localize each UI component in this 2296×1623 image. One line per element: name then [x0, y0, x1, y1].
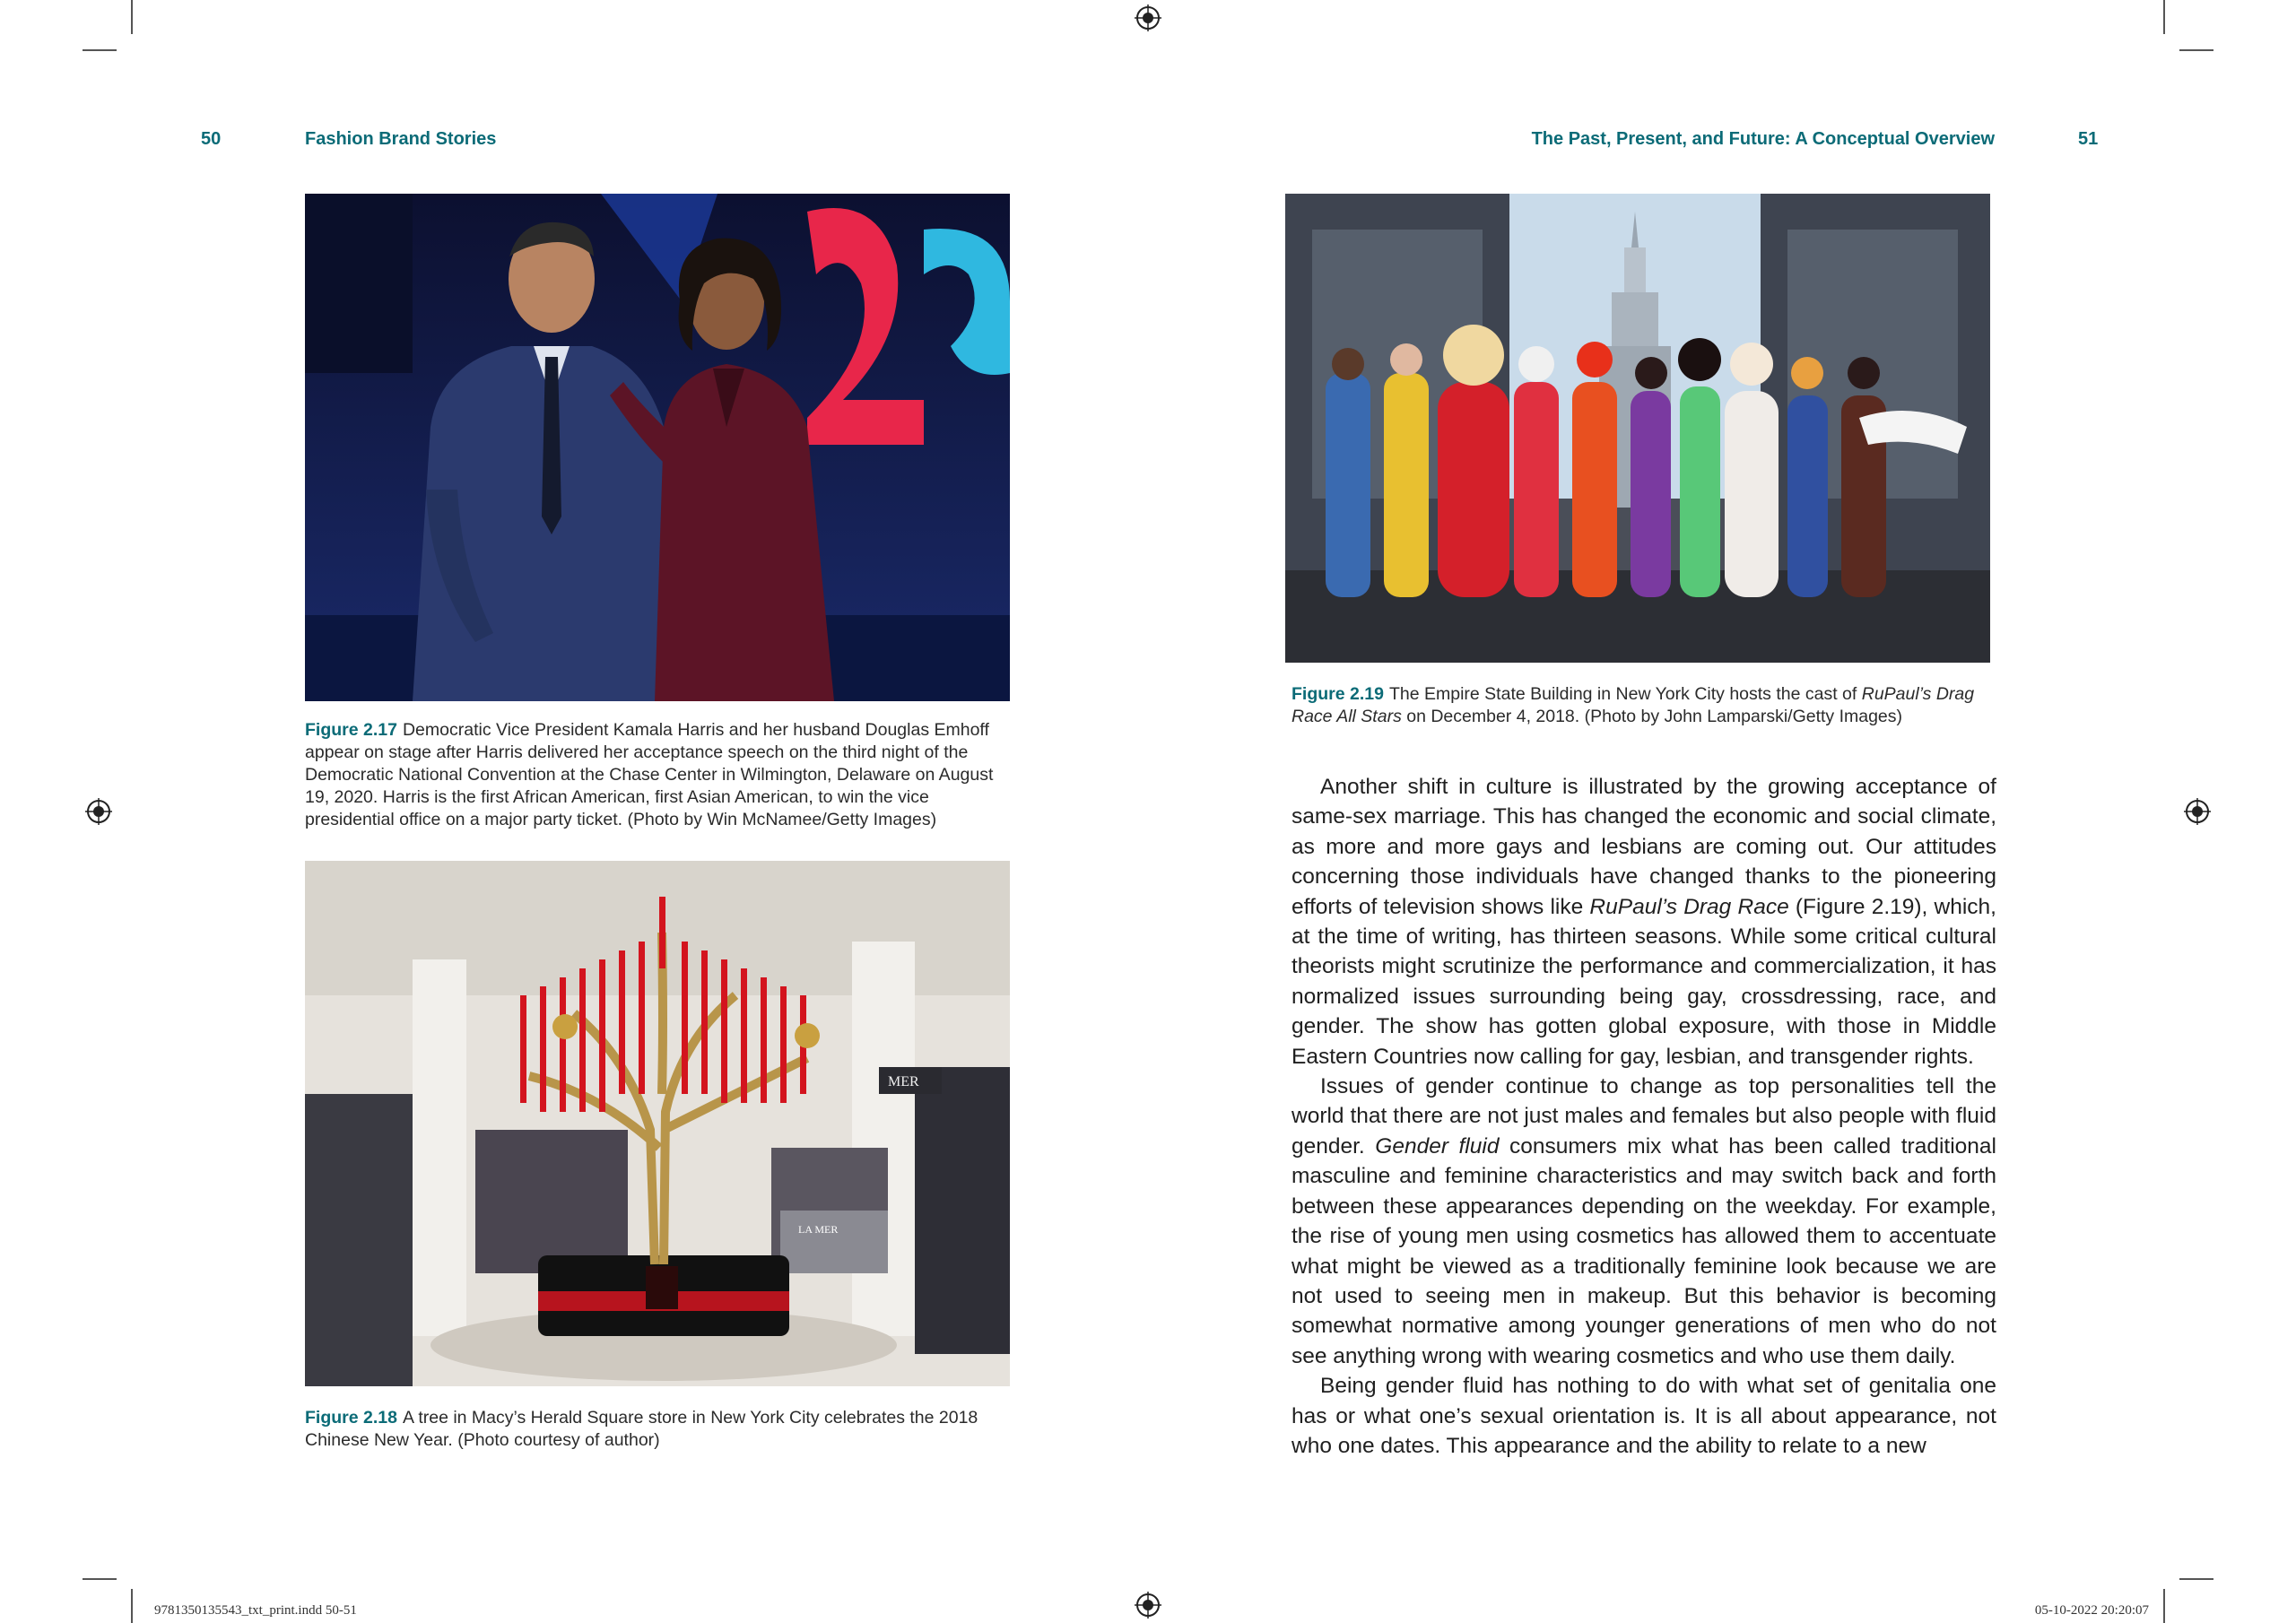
text-run: (Figure 2.19), which, at the time of writing, has thirteen seasons. While some critical cultural theorists might scrutinize the performance and commercialization, it has normalized issues surrounding being gay, crossdressing, race, and gender. The show has gotten global exposure, with those in Middle Eastern Countries now calling for gay, lesbian, and transgender rights.	[1292, 894, 1996, 1069]
body-text	[1292, 772, 1996, 1461]
text-run: Another shift in culture is illustrated by the growing acceptance of same-sex marriage. This has changed the economic and social climate, as more and more gays and lesbians are coming out. Our attitudes concerning those individuals have changed thanks to the pioneering efforts of television shows like	[1292, 775, 1996, 919]
italic-run: Gender fluid	[1375, 1133, 1500, 1159]
print-slug-right: 05-10-2022 20:20:07	[2034, 1603, 2149, 1618]
figure-2-19-caption	[1292, 683, 1996, 728]
page-number-left: 50	[201, 129, 222, 149]
counter-sign: LA MER	[798, 1223, 839, 1236]
text-run: consumers mix what has been called traditional masculine and feminine characteristics and may switch back and forth between these appearances depending on the weekday. For example, the rise of young men using cosmetics has allowed them to accentuate what might be viewed as a traditionally feminine look because we are not used to seeing men in makeup. But this behavior is becoming somewhat normative among younger generations of men who do not see anything wrong with wearing cosmetics and who use them daily.	[1292, 1133, 1996, 1368]
registration-mark-icon	[1135, 4, 1161, 31]
crop-mark	[2163, 1589, 2165, 1623]
caption-text-end: on December 4, 2018. (Photo by John Lamparski/Getty Images)	[1401, 707, 1903, 726]
figure-label: Figure 2.19	[1292, 684, 1384, 704]
crop-mark	[2179, 49, 2213, 51]
figure-2-17-caption	[305, 719, 1010, 831]
text-run: Issues of gender continue to change as top personalities tell the world that there are not just males and females but also people with fluid gender.	[1292, 1074, 1996, 1159]
crop-mark	[83, 1578, 117, 1580]
figure-2-18-photo	[305, 861, 1010, 1386]
text-run: Being gender fluid has nothing to do with what set of genitalia one has or what one’s sexual orientation is. It is all about appearance, not who one dates. This appearance and the ability to relate to a new	[1292, 1374, 1996, 1458]
store-sign: MER	[888, 1074, 919, 1089]
registration-mark-icon	[85, 798, 112, 825]
crop-mark	[2179, 1578, 2213, 1580]
crop-mark	[131, 0, 133, 34]
caption-italic: RuPaul’s Drag Race All Stars	[1292, 684, 1975, 726]
figure-2-17-photo	[305, 194, 1010, 701]
figure-label: Figure 2.17	[305, 720, 397, 740]
paragraph	[1292, 1371, 1996, 1461]
registration-mark-icon	[1135, 1592, 1161, 1619]
crop-mark	[83, 49, 117, 51]
figure-label: Figure 2.18	[305, 1408, 397, 1428]
italic-run: RuPaul’s Drag Race	[1589, 894, 1789, 919]
print-slug-left: 9781350135543_txt_print.indd 50-51	[154, 1603, 357, 1618]
page-number-right: 51	[2078, 129, 2099, 149]
caption-text: The Empire State Building in New York City hosts the cast of	[1388, 684, 1862, 704]
running-head-left: Fashion Brand Stories	[305, 129, 497, 149]
figure-2-18-caption	[305, 1407, 1010, 1452]
caption-text: A tree in Macy’s Herald Square store in New York City celebrates the 2018 Chinese New Year. (Photo courtesy of author)	[305, 1408, 978, 1450]
caption-text: Democratic Vice President Kamala Harris and her husband Douglas Emhoff appear on stage after Harris delivered her acceptance speech on the third night of the Democratic National Convention at the Chase Center in Wilmington, Delaware on August 19, 2020. Harris is the first African American, first Asian American, to win the vice presidential office on a major party ticket. (Photo by Win McNamee/Getty Images)	[305, 720, 994, 829]
running-head-right: The Past, Present, and Future: A Conceptual Overview	[1531, 129, 1995, 149]
figure-2-19-photo	[1285, 194, 1990, 663]
paragraph	[1292, 772, 1996, 1072]
paragraph	[1292, 1072, 1996, 1371]
crop-mark	[131, 1589, 133, 1623]
crop-mark	[2163, 0, 2165, 34]
registration-mark-icon	[2184, 798, 2211, 825]
